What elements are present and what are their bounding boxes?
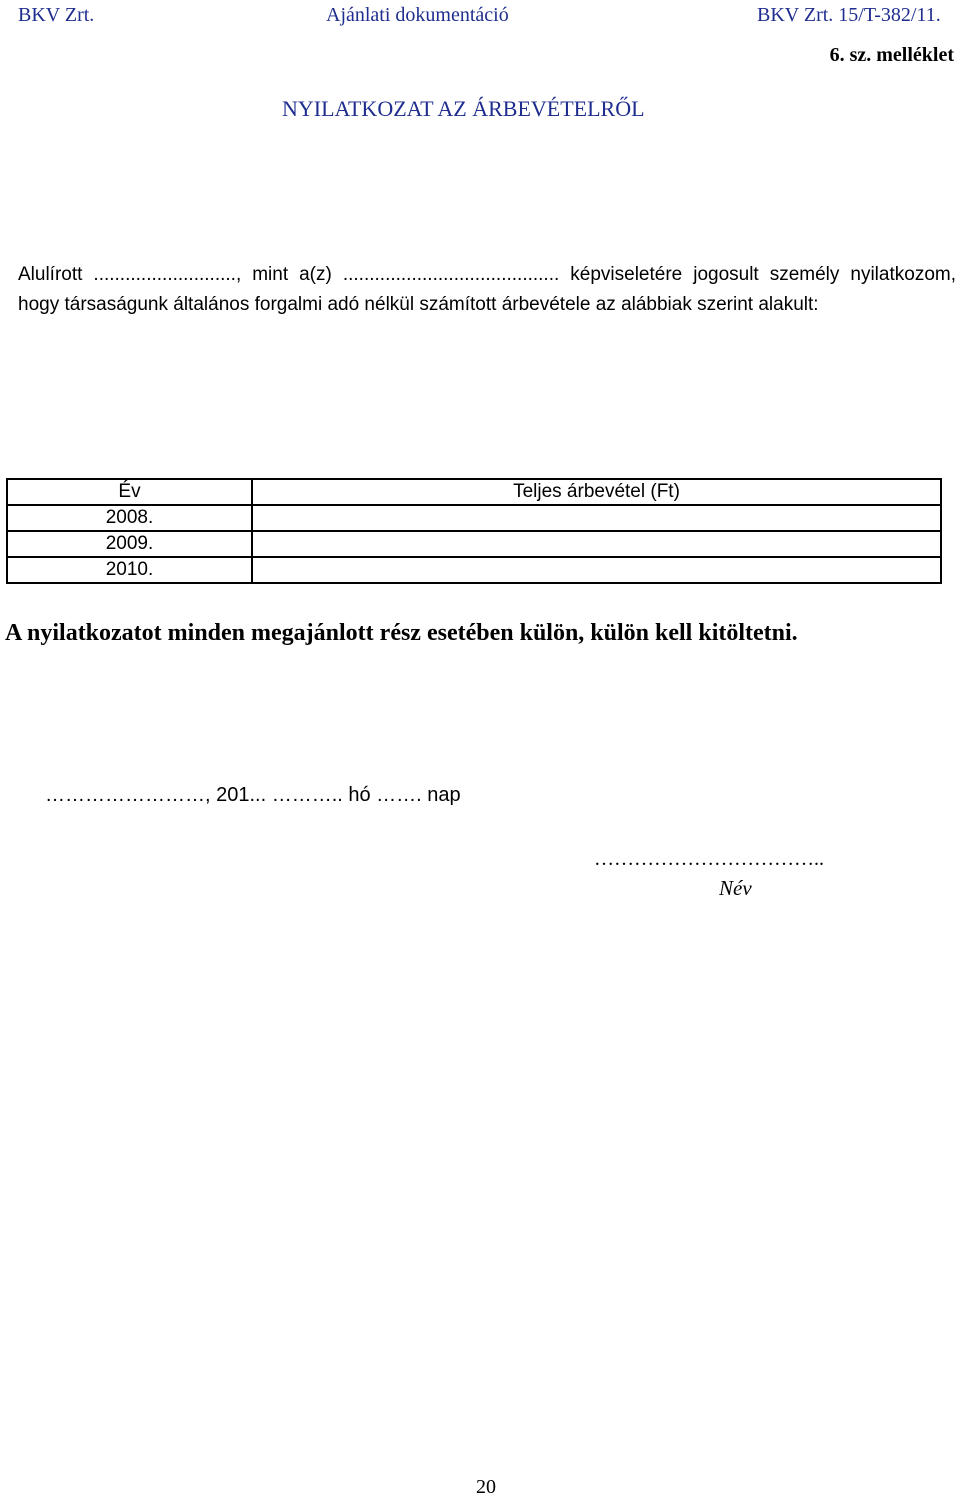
revenue-table: [6, 478, 942, 584]
declaration-text: [18, 260, 956, 320]
revenue-input-cell[interactable]: [252, 531, 941, 557]
fill-in-notice: A nyilatkozatot minden megajánlott rész esetében külön, külön kell kitöltetni.: [5, 620, 798, 646]
place-date-line: ……………………, 201... ……….. hó ……. nap: [45, 784, 461, 806]
column-header-total-revenue: Teljes árbevétel (Ft): [252, 479, 941, 505]
year-cell: 2009.: [7, 531, 252, 557]
revenue-input-cell[interactable]: [252, 557, 941, 583]
header-document-type: Ajánlati dokumentáció: [326, 4, 509, 26]
table-row: [7, 505, 941, 531]
revenue-input-cell[interactable]: [252, 505, 941, 531]
page-number: 20: [476, 1476, 496, 1498]
column-header-year: Év: [7, 479, 252, 505]
header-reference-number: BKV Zrt. 15/T-382/11.: [757, 4, 941, 26]
declaration-paragraph: Alulírott ..........................., mint a(z) ......................................... képviseletére jogosult személy nyilatkozom, hogy társaságunk általános forgalmi adó nélkül számított árbevétele az alábbiak szerint alakult:: [18, 264, 956, 315]
table-header-row: [7, 479, 941, 505]
table-row: [7, 531, 941, 557]
year-cell: 2008.: [7, 505, 252, 531]
page-title: NYILATKOZAT AZ ÁRBEVÉTELRŐL: [282, 96, 645, 121]
annex-label: 6. sz. melléklet: [829, 44, 954, 66]
table-row: [7, 557, 941, 583]
signature-line: ……………………………..: [594, 848, 824, 870]
header-company: BKV Zrt.: [18, 4, 95, 26]
signature-name-label: Név: [719, 876, 752, 900]
year-cell: 2010.: [7, 557, 252, 583]
